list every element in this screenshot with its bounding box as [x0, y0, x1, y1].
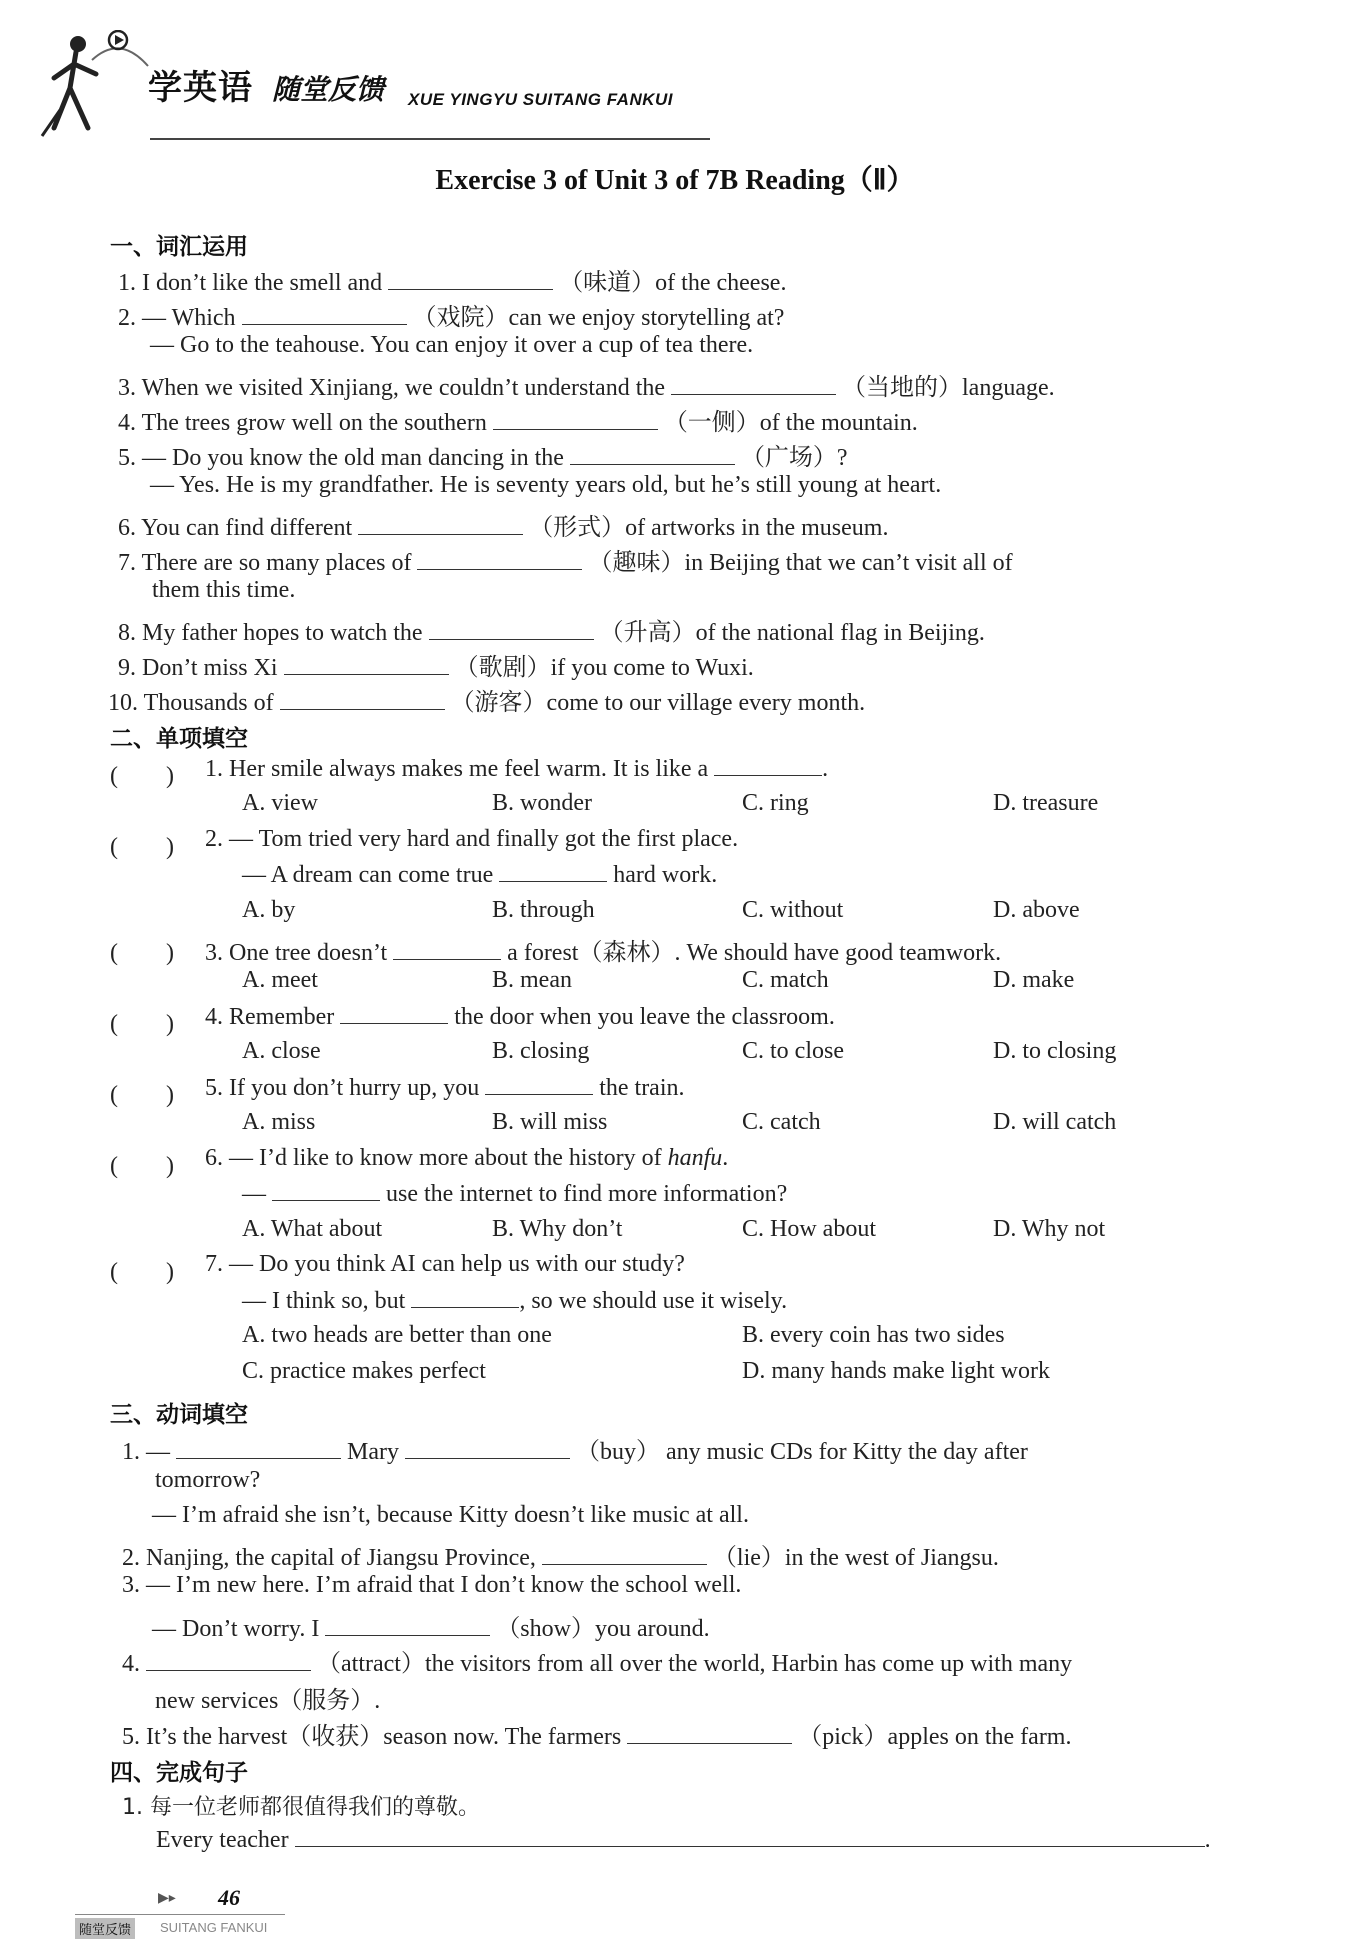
s1-item-7-cont: them this time. — [152, 577, 296, 603]
mc-q6-option-d[interactable]: D. Why not — [993, 1216, 1106, 1242]
mc-q6-reply: — use the internet to find more information? — [242, 1181, 788, 1207]
header-title-en: XUE YINGYU SUITANG FANKUI — [408, 90, 674, 109]
answer-paren[interactable]: ( ) — [110, 940, 174, 966]
mc-q5-option-c[interactable]: C. catch — [742, 1109, 821, 1135]
answer-blank[interactable] — [485, 1074, 593, 1095]
s1-item-6: 6. You can find different （形式）of artworks in the museum. — [118, 515, 889, 541]
mc-q7-option-b[interactable]: B. every coin has two sides — [742, 1322, 1005, 1348]
answer-blank[interactable] — [176, 1438, 341, 1459]
answer-blank[interactable] — [284, 654, 449, 675]
answer-blank[interactable] — [393, 939, 501, 960]
answer-blank[interactable] — [358, 514, 523, 535]
answer-blank[interactable] — [388, 269, 553, 290]
answer-blank[interactable] — [493, 409, 658, 430]
page-number: 46 — [218, 1885, 240, 1910]
mc-q1-option-a[interactable]: A. view — [242, 790, 318, 816]
answer-blank[interactable] — [671, 374, 836, 395]
mc-q2: 2. — Tom tried very hard and finally got the first place. — [205, 826, 739, 852]
answer-paren[interactable]: ( ) — [110, 834, 174, 860]
s3-item-1-cont: tomorrow? — [155, 1467, 261, 1493]
answer-blank[interactable] — [325, 1615, 490, 1636]
answer-blank[interactable] — [411, 1287, 519, 1308]
mc-q2-option-a[interactable]: A. by — [242, 897, 296, 923]
mc-q3-option-d[interactable]: D. make — [993, 967, 1075, 993]
header-title-cn2: 随堂反馈 — [272, 73, 385, 106]
mc-q7-option-a[interactable]: A. two heads are better than one — [242, 1322, 552, 1348]
mc-q4: 4. Remember the door when you leave the classroom. — [205, 1004, 835, 1030]
answer-blank[interactable] — [714, 755, 822, 776]
mc-q3-option-c[interactable]: C. match — [742, 967, 829, 993]
s1-item-3: 3. When we visited Xinjiang, we couldn’t understand the （当地的）language. — [118, 375, 1055, 401]
mc-q4-option-d[interactable]: D. to closing — [993, 1038, 1117, 1064]
runner-logo-icon — [40, 30, 150, 140]
answer-blank[interactable] — [417, 549, 582, 570]
s1-item-1: 1. I don’t like the smell and （味道）of the cheese. — [118, 270, 787, 296]
answer-blank[interactable] — [429, 619, 594, 640]
s1-item-2: 2. — Which （戏院）can we enjoy storytelling at? — [118, 305, 785, 331]
s3-item-4-cont: new services（服务）. — [155, 1688, 381, 1714]
mc-q3-option-b[interactable]: B. mean — [492, 967, 572, 993]
mc-q4-option-b[interactable]: B. closing — [492, 1038, 590, 1064]
mc-q7-option-d[interactable]: D. many hands make light work — [742, 1358, 1050, 1384]
answer-blank[interactable] — [340, 1003, 448, 1024]
header-title-cn: 学英语 — [148, 68, 253, 108]
s1-item-4: 4. The trees grow well on the southern （一侧）of the mountain. — [118, 410, 918, 436]
mc-q6: 6. — I’d like to know more about the history of hanfu. — [205, 1145, 729, 1171]
answer-blank[interactable] — [499, 861, 607, 882]
mc-q1-option-b[interactable]: B. wonder — [492, 790, 592, 816]
answer-blank[interactable] — [570, 444, 735, 465]
mc-q4-option-a[interactable]: A. close — [242, 1038, 321, 1064]
answer-line[interactable] — [295, 1826, 1205, 1847]
page-title: Exercise 3 of Unit 3 of 7B Reading（Ⅱ） — [435, 165, 915, 196]
s1-item-10: 10. Thousands of （游客）come to our village every month. — [108, 690, 866, 716]
mc-q6-option-c[interactable]: C. How about — [742, 1216, 876, 1242]
section-3-heading: 三、动词填空 — [110, 1402, 248, 1428]
header-rule — [150, 138, 710, 140]
answer-blank[interactable] — [542, 1544, 707, 1565]
s1-item-5: 5. — Do you know the old man dancing in the （广场）? — [118, 445, 848, 471]
s4-item-1-answer: Every teacher . — [156, 1827, 1211, 1853]
s1-item-9: 9. Don’t miss Xi （歌剧）if you come to Wuxi. — [118, 655, 754, 681]
section-1-heading: 一、词汇运用 — [110, 234, 248, 260]
answer-blank[interactable] — [242, 304, 407, 325]
mc-q7: 7. — Do you think AI can help us with our study? — [205, 1251, 685, 1277]
mc-q5-option-a[interactable]: A. miss — [242, 1109, 316, 1135]
answer-paren[interactable]: ( ) — [110, 1082, 174, 1108]
mc-q7-option-c[interactable]: C. practice makes perfect — [242, 1358, 486, 1384]
mc-q3-option-a[interactable]: A. meet — [242, 967, 318, 993]
mc-q4-option-c[interactable]: C. to close — [742, 1038, 844, 1064]
s3-item-3: 3. — I’m new here. I’m afraid that I don’t know the school well. — [122, 1572, 742, 1598]
s4-item-1: 1. 每一位老师都很值得我们的尊敬。 — [122, 1795, 481, 1820]
footer-rule — [75, 1914, 285, 1915]
section-4-heading: 四、完成句子 — [110, 1760, 248, 1786]
answer-blank[interactable] — [627, 1723, 792, 1744]
s3-item-3-reply: — Don’t worry. I （show）you around. — [152, 1616, 710, 1642]
mc-q2-option-d[interactable]: D. above — [993, 897, 1080, 923]
answer-paren[interactable]: ( ) — [110, 1153, 174, 1179]
mc-q2-option-c[interactable]: C. without — [742, 897, 844, 923]
page-arrows-icon: ▶▸ — [158, 1890, 176, 1906]
mc-q1-option-c[interactable]: C. ring — [742, 790, 809, 816]
mc-q1: 1. Her smile always makes me feel warm. It is like a . — [205, 756, 829, 782]
mc-q6-option-b[interactable]: B. Why don’t — [492, 1216, 623, 1242]
s1-item-5-reply: — Yes. He is my grandfather. He is seventy years old, but he’s still young at heart. — [150, 472, 942, 498]
mc-q5-option-b[interactable]: B. will miss — [492, 1109, 608, 1135]
answer-blank[interactable] — [146, 1650, 311, 1671]
mc-q1-option-d[interactable]: D. treasure — [993, 790, 1099, 816]
s3-item-2: 2. Nanjing, the capital of Jiangsu Province, （lie）in the west of Jiangsu. — [122, 1545, 999, 1571]
answer-blank[interactable] — [272, 1180, 380, 1201]
s1-item-8: 8. My father hopes to watch the （升高）of the national flag in Beijing. — [118, 620, 985, 646]
mc-q2-option-b[interactable]: B. through — [492, 897, 595, 923]
mc-q7-reply: — I think so, but , so we should use it wisely. — [242, 1288, 788, 1314]
s3-item-5: 5. It’s the harvest（收获）season now. The farmers （pick）apples on the farm. — [122, 1724, 1072, 1750]
mc-q2-reply: — A dream can come true hard work. — [242, 862, 718, 888]
mc-q3: 3. One tree doesn’t a forest（森林）. We should have good teamwork. — [205, 940, 1002, 966]
footer-label-en: SUITANG FANKUI — [160, 1920, 268, 1935]
s3-item-1-reply: — I’m afraid she isn’t, because Kitty doesn’t like music at all. — [152, 1502, 749, 1528]
s1-item-7: 7. There are so many places of （趣味）in Beijing that we can’t visit all of — [118, 550, 1013, 576]
header — [40, 30, 680, 140]
footer-label-cn: 随堂反馈 — [75, 1918, 135, 1939]
mc-q5-option-d[interactable]: D. will catch — [993, 1109, 1117, 1135]
section-2-heading: 二、单项填空 — [110, 726, 248, 752]
s1-item-2-reply: — Go to the teahouse. You can enjoy it over a cup of tea there. — [150, 332, 754, 358]
answer-paren[interactable]: ( ) — [110, 763, 174, 789]
s3-item-4: 4. （attract）the visitors from all over the world, Harbin has come up with many — [122, 1651, 1073, 1677]
answer-blank[interactable] — [280, 689, 445, 710]
mc-q5: 5. If you don’t hurry up, you the train. — [205, 1075, 685, 1101]
mc-q6-option-a[interactable]: A. What about — [242, 1216, 383, 1242]
answer-paren[interactable]: ( ) — [110, 1011, 174, 1037]
answer-paren[interactable]: ( ) — [110, 1259, 174, 1285]
answer-blank[interactable] — [405, 1438, 570, 1459]
s3-item-1: 1. — Mary （buy） any music CDs for Kitty the day after — [122, 1439, 1028, 1465]
